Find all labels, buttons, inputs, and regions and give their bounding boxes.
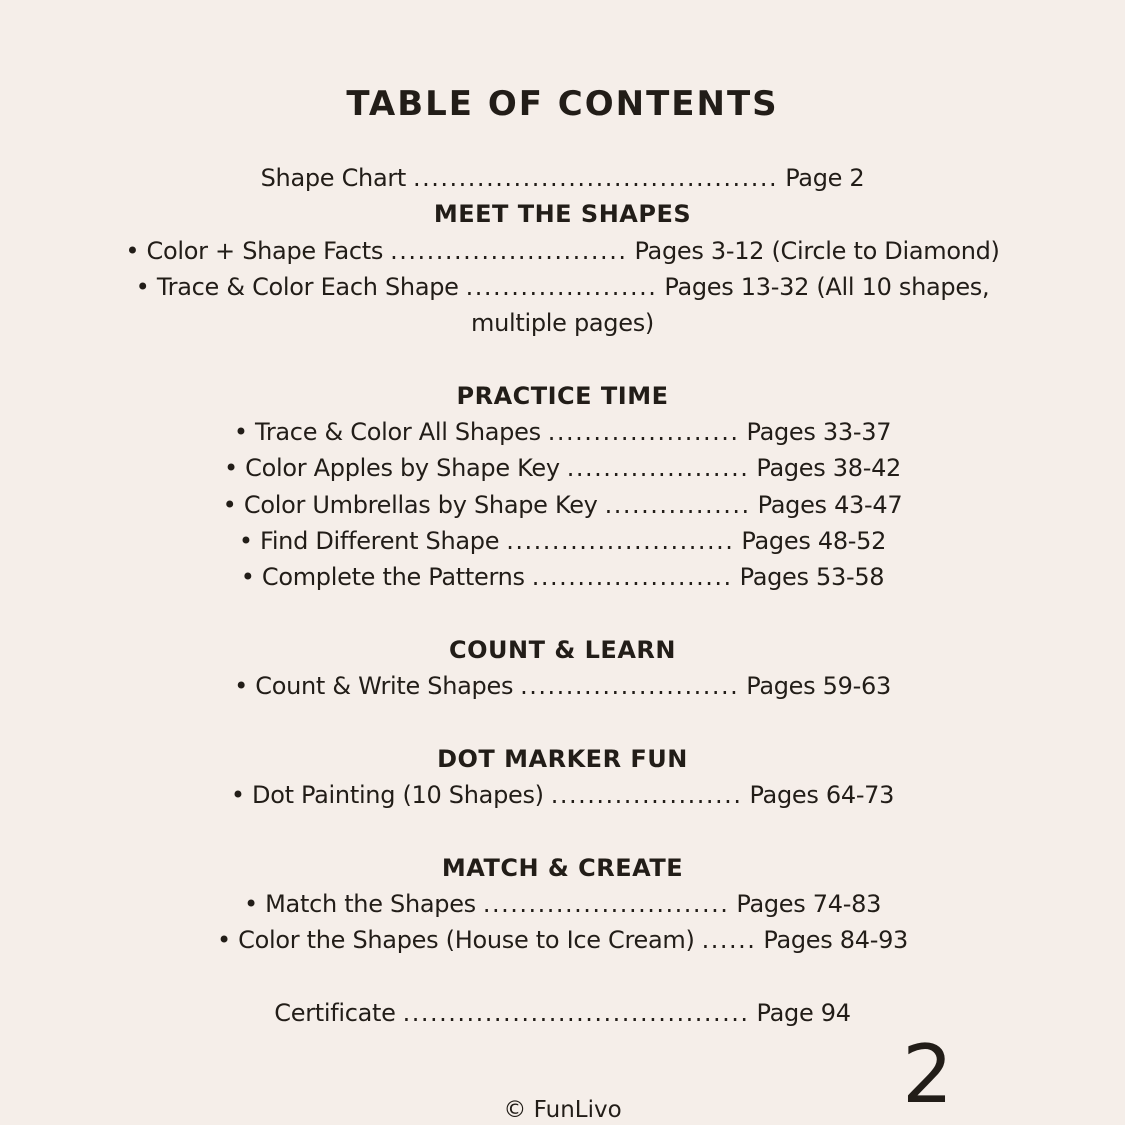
toc-entry-label: • Color + Shape Facts bbox=[125, 236, 384, 265]
toc-entry-label: • Trace & Color All Shapes bbox=[233, 418, 541, 447]
dot-leader: ...... bbox=[701, 926, 757, 955]
toc-section-label: DOT MARKER FUN bbox=[437, 744, 688, 773]
toc-section-label: COUNT & LEARN bbox=[449, 635, 676, 664]
toc-entry-color-umbrellas bbox=[0, 487, 1125, 523]
toc-entry-shape-chart bbox=[0, 160, 1125, 196]
toc-entry-trace-color-all-shapes bbox=[0, 414, 1125, 450]
toc-entry-match-the-shapes bbox=[0, 886, 1125, 922]
dot-leader: .................... bbox=[566, 454, 750, 483]
toc-entry-pages: Pages 38-42 bbox=[756, 454, 902, 483]
toc-entry-label: • Find Different Shape bbox=[238, 526, 500, 555]
toc-section-label: MATCH & CREATE bbox=[441, 853, 684, 882]
toc-entry-label: Shape Chart bbox=[260, 164, 407, 192]
dot-leader: .......................... bbox=[390, 236, 628, 265]
page-title: TABLE OF CONTENTS bbox=[346, 84, 779, 124]
toc-entry-pages: Pages 84-93 bbox=[763, 926, 909, 955]
dot-leader: ..................... bbox=[550, 781, 743, 810]
toc-entry-pages: Pages 59-63 bbox=[746, 672, 891, 701]
toc-entry-label: • Trace & Color Each Shape bbox=[135, 272, 459, 301]
toc-entry-color-apples bbox=[0, 450, 1125, 486]
toc-entry-label: • Match the Shapes bbox=[243, 889, 476, 918]
toc-section-count-and-learn bbox=[0, 632, 1125, 668]
toc-entry-label: multiple pages) bbox=[471, 309, 654, 338]
dot-leader: ..................... bbox=[547, 418, 740, 447]
toc-entry-pages: Page 2 bbox=[785, 164, 865, 192]
toc-entry-label: • Color the Shapes (House to Ice Cream) bbox=[216, 926, 695, 955]
toc-entry-label: • Count & Write Shapes bbox=[234, 672, 514, 701]
toc-entry-pages: Page 94 bbox=[756, 998, 851, 1027]
toc-section-dot-marker-fun bbox=[0, 741, 1125, 777]
toc-section-label: MEET THE SHAPES bbox=[433, 200, 692, 229]
toc-section-practice-time bbox=[0, 378, 1125, 414]
toc-entry-pages: Pages 43-47 bbox=[757, 490, 903, 519]
copyright-footer: © FunLivo bbox=[503, 1097, 622, 1123]
toc-section-match-and-create bbox=[0, 850, 1125, 886]
toc-entry-pages: Pages 48-52 bbox=[741, 526, 887, 555]
dot-leader: ..................... bbox=[465, 272, 658, 301]
toc-entry-label: • Complete the Patterns bbox=[240, 563, 525, 592]
dot-leader: ...................................... bbox=[402, 998, 750, 1027]
toc-entry-dot-painting bbox=[0, 777, 1125, 813]
toc-entry-certificate bbox=[0, 995, 1125, 1031]
dot-leader: ................ bbox=[604, 490, 751, 519]
toc-entry-pages: Pages 64-73 bbox=[749, 781, 895, 810]
toc-section-meet-the-shapes bbox=[0, 196, 1125, 232]
dot-leader: ........................ bbox=[520, 672, 740, 701]
toc-entry-trace-color-each-shape bbox=[0, 269, 1125, 305]
toc-entry-label: • Color Umbrellas by Shape Key bbox=[222, 490, 598, 519]
toc-entry-color-the-shapes bbox=[0, 922, 1125, 958]
toc-section-label: PRACTICE TIME bbox=[456, 381, 669, 410]
dot-leader: ...................... bbox=[531, 563, 733, 592]
toc-entry-pages: Pages 33-37 bbox=[746, 418, 892, 447]
page-number: 2 bbox=[902, 1028, 953, 1121]
dot-leader: ........................................ bbox=[413, 164, 779, 192]
toc-entry-color-shape-facts bbox=[0, 233, 1125, 269]
toc-entry-complete-patterns bbox=[0, 559, 1125, 595]
table-of-contents bbox=[0, 160, 1125, 1031]
toc-entry-pages: Pages 74-83 bbox=[736, 889, 882, 918]
dot-leader: ......................... bbox=[506, 526, 735, 555]
toc-entry-pages: Pages 3-12 (Circle to Diamond) bbox=[634, 236, 1000, 265]
toc-entry-label: Certificate bbox=[274, 998, 396, 1027]
toc-entry-wrap-line bbox=[0, 305, 1125, 341]
toc-entry-label: • Color Apples by Shape Key bbox=[223, 454, 560, 483]
toc-entry-find-different-shape bbox=[0, 523, 1125, 559]
toc-entry-pages: Pages 53-58 bbox=[739, 563, 885, 592]
toc-entry-count-write-shapes bbox=[0, 668, 1125, 704]
dot-leader: ........................... bbox=[482, 889, 730, 918]
toc-entry-label: • Dot Painting (10 Shapes) bbox=[230, 781, 544, 810]
toc-entry-pages: Pages 13-32 (All 10 shapes, bbox=[664, 272, 990, 301]
